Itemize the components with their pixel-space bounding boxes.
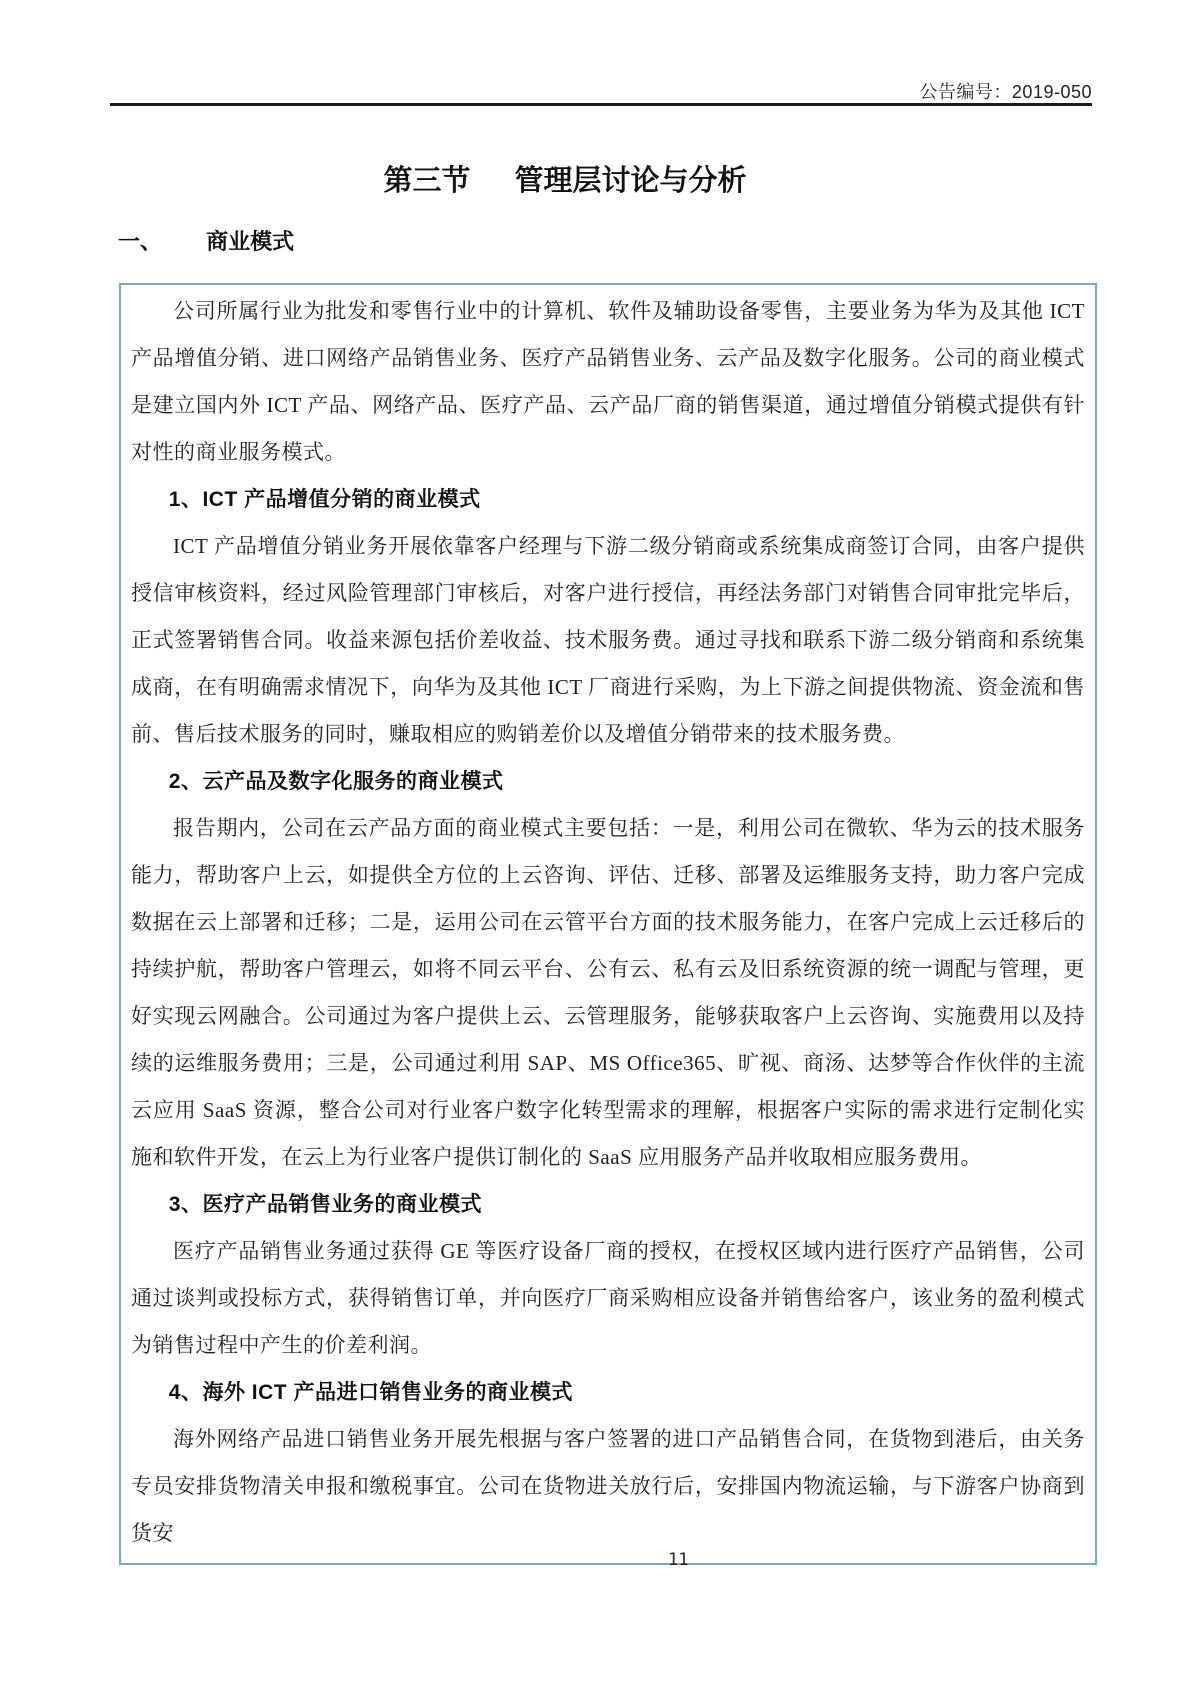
heading-number: 一、 — [118, 229, 163, 254]
box-subheading-ict-distribution: 1、ICT 产品增值分销的商业模式 — [168, 488, 481, 511]
page-title — [0, 158, 1130, 199]
header-divider-line — [110, 103, 1092, 106]
heading-business-model — [118, 225, 294, 256]
page-number: 11 — [668, 1550, 689, 1570]
box-paragraph-cloud-services: 报告期内，公司在云产品方面的商业模式主要包括：一是，利用公司在微软、华为云的技术服务能力，帮助客户上云，如提供全方位的上云咨询、评估、迁移、部署及运维服务支持，助力客户完成数据在云上部署和迁移；二是，运用公司在云管平台方面的技术服务能力，在客户完成上云迁移后的持续护航，帮助客户管理云，如将不同云平台、公有云、私有云及旧系统资源的统一调配与管理，更好实现云网融合。公司通过为客户提供上云、云管理服务，能够获取客户上云咨询、实施费用以及持续的运维服务费用；三是，公司通过利用 SAP、MS Office365、旷视、商汤、达梦等合作伙伴的主流云应用 SaaS 资源，整合公司对行业客户数字化转型需求的理解，根据客户实际的需求进行定制化实施和软件开发，在云上为行业客户提供订制化的 SaaS 应用服务产品并收取相应服务费用。 — [131, 816, 1085, 1169]
heading-text: 商业模式 — [206, 229, 295, 254]
box-paragraph-medical-sales: 医疗产品销售业务通过获得 GE 等医疗设备厂商的授权，在授权区域内进行医疗产品销售，公司通过谈判或投标方式，获得销售订单，并向医疗厂商采购相应设备并销售给客户，该业务的盈利模式为销售过程中产生的价差利润。 — [131, 1239, 1085, 1357]
content-border-box — [119, 283, 1097, 1565]
box-subheading-overseas-import: 4、海外 ICT 产品进口销售业务的商业模式 — [168, 1381, 573, 1404]
box-subheading-medical-sales: 3、医疗产品销售业务的商业模式 — [168, 1193, 482, 1216]
box-paragraph-overseas-import: 海外网络产品进口销售业务开展先根据与客户签署的进口产品销售合同，在货物到港后，由关务专员安排货物清关申报和缴税事宜。公司在货物进关放行后，安排国内物流运输，与下游客户协商到货安 — [131, 1427, 1085, 1545]
section-title-text: 管理层讨论与分析 — [514, 165, 747, 197]
box-subheading-cloud-services: 2、云产品及数字化服务的商业模式 — [168, 770, 504, 793]
announcement-number: 公告编号：2019-050 — [919, 82, 1092, 102]
section-number-label: 第三节 — [383, 165, 471, 197]
box-paragraph-ict-distribution: ICT 产品增值分销业务开展依靠客户经理与下游二级分销商或系统集成商签订合同，由客户提供授信审核资料，经过风险管理部门审核后，对客户进行授信，再经法务部门对销售合同审批完毕后，正式签署销售合同。收益来源包括价差收益、技术服务费。通过寻找和联系下游二级分销商和系统集成商，在有明确需求情况下，向华为及其他 ICT 厂商进行采购，为上下游之间提供物流、资金流和售前、售后技术服务的同时，赚取相应的购销差价以及增值分销带来的技术服务费。 — [131, 534, 1085, 746]
box-paragraph-industry-overview: 公司所属行业为批发和零售行业中的计算机、软件及辅助设备零售，主要业务为华为及其他 ICT 产品增值分销、进口网络产品销售业务、医疗产品销售业务、云产品及数字化服务。公司的商业模式是建立国内外 ICT 产品、网络产品、医疗产品、云产品厂商的销售渠道，通过增值分销模式提供有针对性的商业服务模式。 — [131, 299, 1085, 464]
